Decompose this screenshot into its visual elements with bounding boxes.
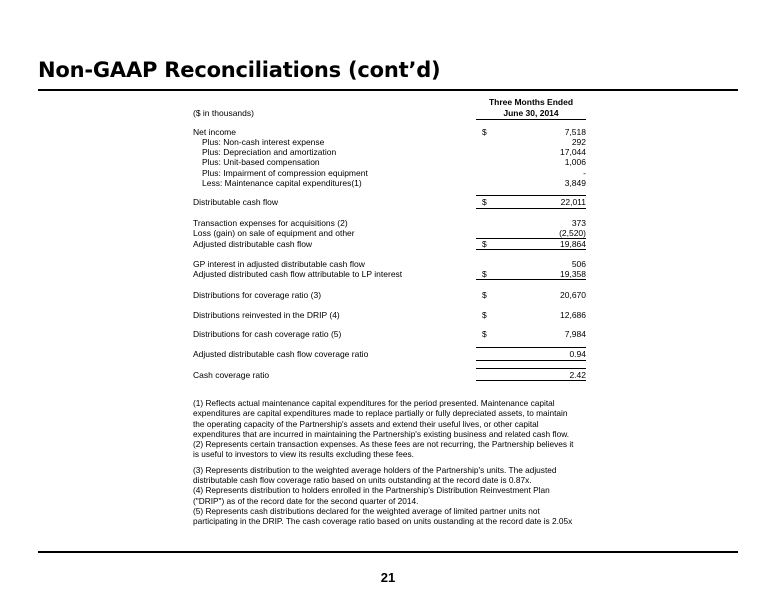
row-label: Plus: Impairment of compression equipment bbox=[202, 168, 368, 178]
row-value: 3,849 bbox=[564, 178, 586, 188]
title-divider bbox=[38, 89, 738, 91]
table-row bbox=[193, 127, 593, 137]
page-number: 21 bbox=[380, 570, 396, 585]
row-label: Plus: Non-cash interest expense bbox=[202, 137, 325, 147]
row-value: 373 bbox=[571, 218, 586, 228]
subtotal-rule bbox=[476, 279, 586, 280]
row-value: 17,044 bbox=[560, 147, 586, 157]
row-currency: $ bbox=[482, 290, 487, 300]
row-label: Cash coverage ratio bbox=[193, 370, 270, 380]
row-value: 1,006 bbox=[564, 157, 586, 167]
row-value: 19,864 bbox=[560, 239, 586, 249]
footnote: (3) Represents distribution to the weighted average holders of the Partnership's units. The adjusted distributable cash flow coverage ratio based on units outstanding at the record date is 0.87x. bbox=[193, 464, 557, 486]
table-row bbox=[193, 168, 593, 178]
row-value: 506 bbox=[571, 259, 586, 269]
row-value: 2.42 bbox=[569, 370, 586, 380]
table-row bbox=[193, 269, 593, 279]
row-value: 12,686 bbox=[560, 310, 586, 320]
footnote: (4) Represents distribution to holders enrolled in the Partnership's Distribution Reinvestment Plan ("DRIP") as of the record date for the second quarter of 2014. bbox=[193, 485, 550, 506]
row-value: (2,520) bbox=[559, 228, 586, 238]
unit-label: ($ in thousands) bbox=[193, 108, 254, 118]
subtotal-rule bbox=[476, 249, 586, 250]
row-label: Transaction expenses for acquisitions (2) bbox=[193, 218, 348, 228]
row-value: - bbox=[583, 168, 586, 178]
row-value: 7,984 bbox=[564, 329, 586, 339]
row-label: Net income bbox=[193, 127, 236, 137]
row-value: 292 bbox=[571, 137, 586, 147]
table-row bbox=[193, 147, 593, 157]
table-row bbox=[193, 329, 593, 339]
table-row bbox=[193, 239, 593, 249]
table-row bbox=[193, 178, 593, 188]
row-currency: $ bbox=[482, 239, 487, 249]
table-row bbox=[193, 349, 593, 359]
footnote: (1) Reflects actual maintenance capital expenditures for the period presented. Maintenance capital expenditures are capital expenditures made to replace partially or fully depreciated assets, to maintain the operating capacity of the Partnership's assets and extend their useful lives, or other capital expenditures that are incurred in maintaining the Partnership's existing business and related cash flow. bbox=[193, 398, 570, 439]
row-label: Adjusted distributable cash flow coverage ratio bbox=[193, 349, 369, 359]
row-currency: $ bbox=[482, 269, 487, 279]
table-row bbox=[193, 228, 593, 238]
row-value: 20,670 bbox=[560, 290, 586, 300]
table-row bbox=[193, 197, 593, 207]
row-label: Loss (gain) on sale of equipment and other bbox=[193, 228, 355, 238]
row-label: GP interest in adjusted distributable cash flow bbox=[193, 259, 365, 269]
table-row bbox=[193, 259, 593, 269]
subtotal-rule bbox=[476, 195, 586, 196]
row-label: Adjusted distributable cash flow bbox=[193, 239, 313, 249]
subtotal-rule bbox=[476, 368, 586, 369]
footnote: (2) Represents certain transaction expenses. As these fees are not recurring, the Partnership believes it is useful to investors to view its results excluding these fees. bbox=[193, 439, 574, 460]
table-row bbox=[193, 218, 593, 228]
table-row bbox=[193, 290, 593, 300]
footnote: (5) Represents cash distributions declared for the weighted average of limited partner units not participating in the DRIP. The cash coverage ratio based on units oustanding at the record date is 2.05x bbox=[193, 505, 573, 527]
row-label: Adjusted distributed cash flow attributable to LP interest bbox=[193, 269, 403, 279]
subtotal-rule bbox=[476, 208, 586, 209]
row-currency: $ bbox=[482, 127, 487, 137]
subtotal-rule bbox=[476, 347, 586, 348]
row-currency: $ bbox=[482, 197, 487, 207]
table-row bbox=[193, 157, 593, 167]
row-currency: $ bbox=[482, 329, 487, 339]
row-label: Plus: Unit-based compensation bbox=[202, 157, 320, 167]
column-header-period: Three Months Ended bbox=[488, 97, 574, 107]
row-label: Less: Maintenance capital expenditures(1) bbox=[202, 178, 362, 188]
row-label: Distributions for cash coverage ratio (5) bbox=[193, 329, 342, 339]
table-row bbox=[193, 370, 593, 380]
table-row bbox=[193, 137, 593, 147]
row-value: 19,358 bbox=[560, 269, 586, 279]
subtotal-rule bbox=[476, 360, 586, 361]
row-label: Distributions for coverage ratio (3) bbox=[193, 290, 322, 300]
row-value: 0.94 bbox=[569, 349, 586, 359]
table-row bbox=[193, 310, 593, 320]
footer-divider bbox=[38, 551, 738, 553]
subtotal-rule bbox=[476, 380, 586, 381]
row-value: 7,518 bbox=[564, 127, 586, 137]
row-label: Distributions reinvested in the DRIP (4) bbox=[193, 310, 340, 320]
page-title: Non-GAAP Reconciliations (cont’d) bbox=[38, 58, 441, 82]
row-currency: $ bbox=[482, 310, 487, 320]
footnotes bbox=[193, 398, 578, 527]
row-label: Distributable cash flow bbox=[193, 197, 279, 207]
row-value: 22,011 bbox=[560, 197, 586, 207]
row-label: Plus: Depreciation and amortization bbox=[202, 147, 337, 157]
column-header-date: June 30, 2014 bbox=[476, 108, 586, 120]
